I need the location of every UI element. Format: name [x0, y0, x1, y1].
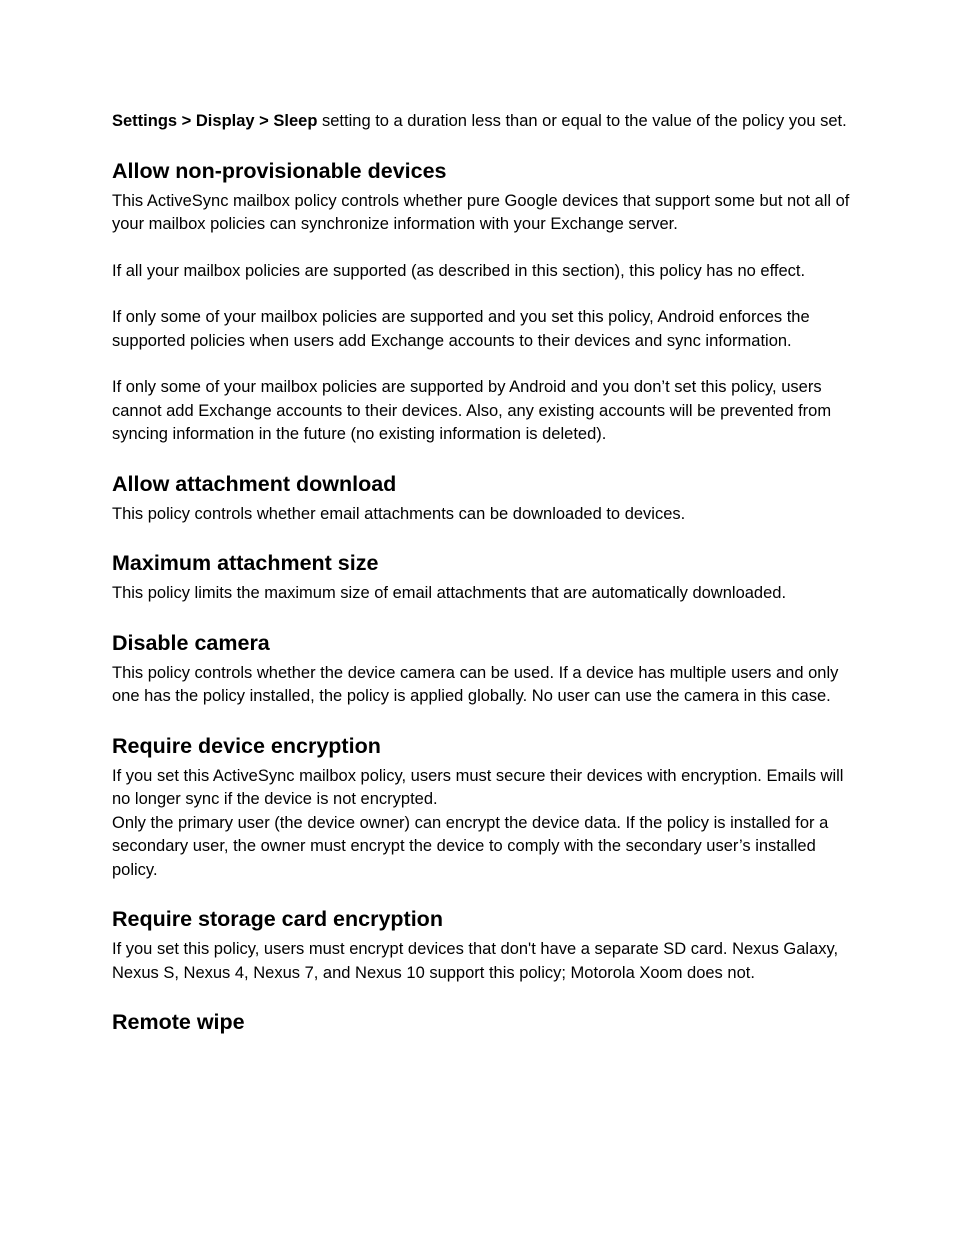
- section-heading: Remote wipe: [112, 1010, 245, 1034]
- section-paragraph: This policy controls whether email attachments can be downloaded to devices.: [112, 504, 686, 523]
- section-paragraph: If you set this policy, users must encrypt devices that don't have a separate SD card. Nexus Galaxy, Nexus S, Nexus 4, Nexus 7, and Nexus 10 support this policy; Motorola Xoom does not.: [112, 940, 839, 982]
- section-heading: Maximum attachment size: [112, 551, 379, 575]
- section-heading: Allow attachment download: [112, 471, 397, 496]
- section-paragraph: This ActiveSync mailbox policy controls whether pure Google devices that support some but not all of your mailbox policies can synchronize information with your Exchange server.: [112, 191, 850, 233]
- section-paragraph: This policy limits the maximum size of email attachments that are automatically downloaded.: [112, 584, 787, 602]
- section-heading: Allow non-provisionable devices: [112, 158, 447, 183]
- section-heading: Require storage card encryption: [112, 907, 443, 931]
- section-paragraph: If you set this ActiveSync mailbox policy, users must secure their devices with encryption. Emails will no longer sync if the device is not encrypted.: [112, 766, 844, 808]
- section-maximum-attachment-size: [112, 549, 862, 606]
- intro-text: setting to a duration less than or equal to the value of the policy you set.: [317, 112, 847, 130]
- section-require-storage-card-encryption: [112, 905, 862, 985]
- section-paragraph: If only some of your mailbox policies are supported and you set this policy, Android enforces the supported policies when users add Exchange accounts to their devices and sync information.: [112, 308, 810, 350]
- section-allow-attachment-download: [112, 470, 862, 527]
- section-allow-non-provisionable-devices: [112, 157, 862, 447]
- section-paragraph: Only the primary user (the device owner) can encrypt the device data. If the policy is installed for a secondary user, the owner must encrypt the device to comply with the secondary user’s installed policy.: [112, 813, 829, 879]
- section-paragraph: This policy controls whether the device camera can be used. If a device has multiple users and only one has the policy installed, the policy is applied globally. No user can use the camera in this case.: [112, 663, 839, 705]
- section-disable-camera: [112, 629, 862, 709]
- section-require-device-encryption: [112, 732, 862, 883]
- section-paragraph: If only some of your mailbox policies are supported by Android and you don’t set this policy, users cannot add Exchange accounts to their devices. Also, any existing accounts will be prevented from syncing information in the future (no existing information is deleted).: [112, 378, 832, 443]
- settings-path: Settings > Display > Sleep: [112, 112, 318, 130]
- section-remote-wipe: [112, 1008, 862, 1036]
- section-heading: Require device encryption: [112, 733, 381, 758]
- intro-paragraph: [112, 110, 862, 134]
- section-heading: Disable camera: [112, 630, 270, 655]
- section-paragraph: If all your mailbox policies are supported (as described in this section), this policy has no effect.: [112, 261, 806, 280]
